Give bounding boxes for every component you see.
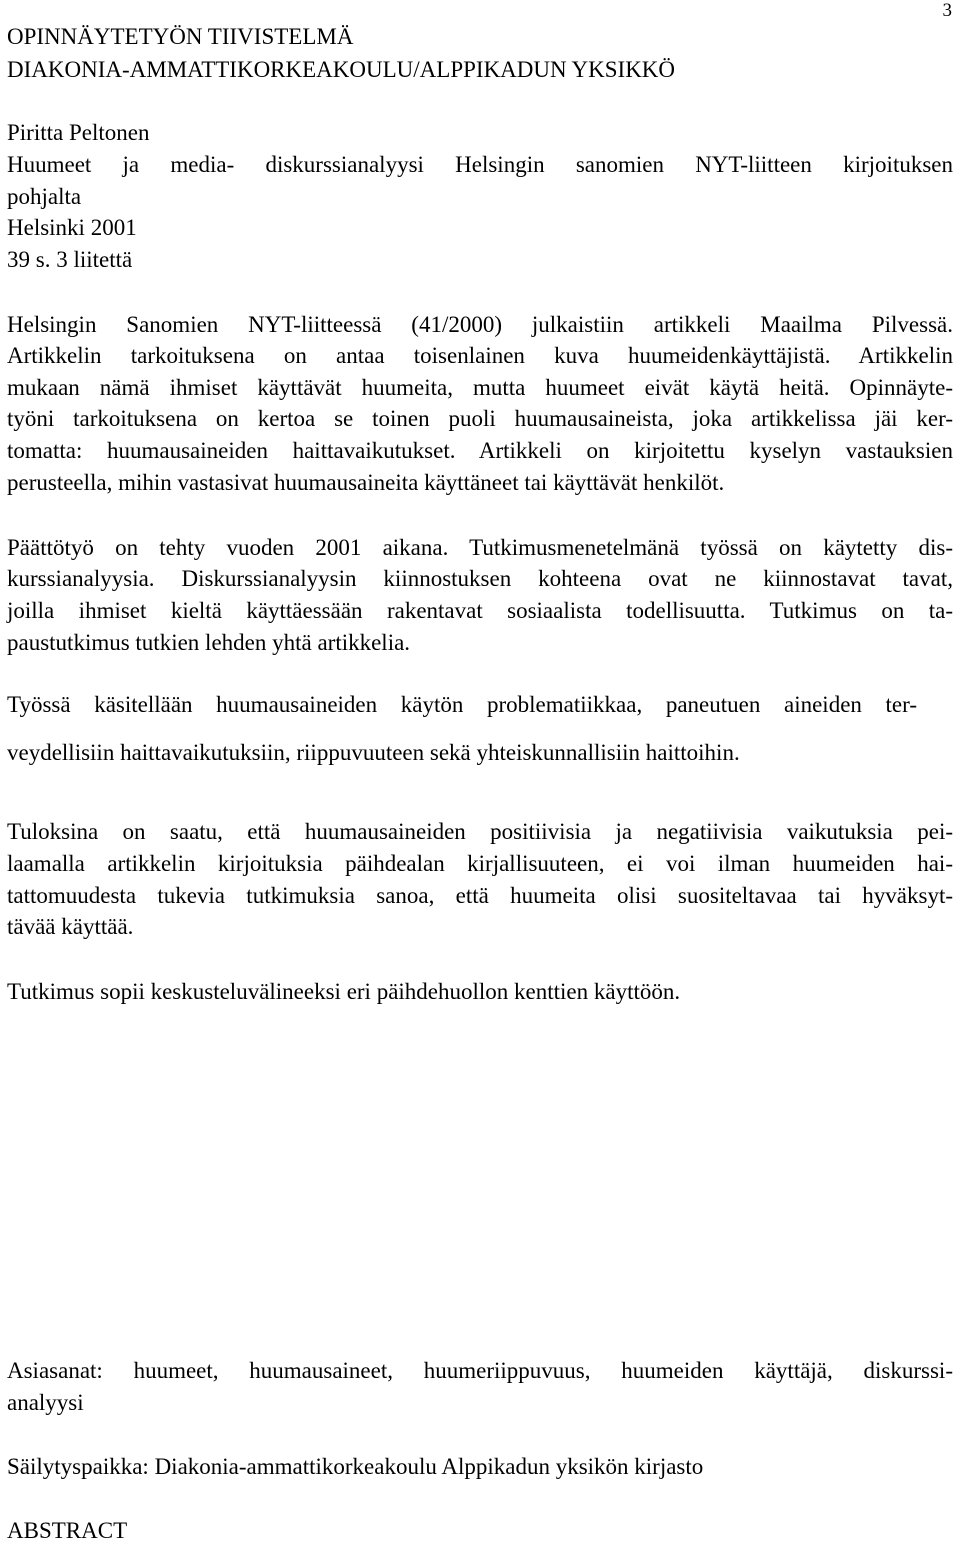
- paragraph-line: työni tarkoituksena on kertoa se toinen puoli huumausaineista, joka artikkelissa jäi ker-: [7, 406, 953, 431]
- paragraph-line: veydellisiin haittavaikutuksiin, riippuvuuteen sekä yhteiskunnallisiin haittoihin.: [7, 740, 740, 765]
- paragraph-line: Päättötyö on tehty vuoden 2001 aikana. Tutkimusmenetelmänä työssä on käytetty dis-: [7, 535, 953, 560]
- paragraph-line: perusteella, mihin vastasivat huumausaineita käyttäneet tai käyttävät henkilöt.: [7, 470, 725, 495]
- paragraph-line: tomatta: huumausaineiden haittavaikutukset. Artikkeli on kirjoitettu kyselyn vastauksien: [7, 438, 953, 463]
- paragraph-line: Artikkelin tarkoituksena on antaa toisenlainen kuva huumeidenkäyttäjistä. Artikkelin: [7, 343, 953, 368]
- keywords-line-1: Asiasanat: huumeet, huumausaineet, huumeriippuvuus, huumeiden käyttäjä, diskurssi-: [7, 1358, 953, 1383]
- paragraph-line: tattomuudesta tukevia tutkimuksia sanoa, että huumeita olisi suositeltavaa tai hyväksyt-: [7, 883, 953, 908]
- document-title: OPINNÄYTETYÖN TIIVISTELMÄ: [7, 24, 354, 49]
- storage-location: Säilytyspaikka: Diakonia-ammattikorkeakoulu Alppikadun yksikön kirjasto: [7, 1454, 704, 1479]
- paragraph-line: Tutkimus sopii keskusteluvälineeksi eri päihdehuollon kenttien käyttöön.: [7, 979, 681, 1004]
- page-number: 3: [942, 0, 952, 21]
- keywords-line-2: analyysi: [7, 1390, 84, 1415]
- author-name: Piritta Peltonen: [7, 120, 150, 145]
- paragraph-line: Tuloksina on saatu, että huumausaineiden positiivisia ja negatiivisia vaikutuksia pei-: [7, 819, 953, 844]
- paragraph-line: paustutkimus tutkien lehden yhtä artikkelia.: [7, 630, 411, 655]
- abstract-heading: ABSTRACT: [7, 1518, 128, 1543]
- page-count: 39 s. 3 liitettä: [7, 247, 133, 272]
- paragraph-line: Työssä käsitellään huumausaineiden käytön problematiikkaa, paneutuen aineiden ter-: [7, 692, 917, 717]
- paragraph-line: joilla ihmiset kieltä käyttäessään rakentavat sosiaalista todellisuutta. Tutkimus on ta-: [7, 598, 953, 623]
- paragraph-line: kurssianalyysia. Diskurssianalyysin kiinnostuksen kohteena ovat ne kiinnostavat tavat,: [7, 566, 953, 591]
- institution-name: DIAKONIA-AMMATTIKORKEAKOULU/ALPPIKADUN YKSIKKÖ: [7, 57, 676, 82]
- thesis-title-line-1: Huumeet ja media- diskurssianalyysi Helsingin sanomien NYT-liitteen kirjoituksen: [7, 152, 953, 177]
- paragraph-line: mukaan nämä ihmiset käyttävät huumeita, mutta huumeet eivät käytä heitä. Opinnäyte-: [7, 375, 953, 400]
- thesis-title-line-2: pohjalta: [7, 184, 82, 209]
- paragraph-line: tävää käyttää.: [7, 914, 134, 939]
- paragraph-line: Helsingin Sanomien NYT-liitteessä (41/2000) julkaistiin artikkeli Maailma Pilvessä.: [7, 312, 953, 337]
- paragraph-line: laamalla artikkelin kirjoituksia päihdealan kirjallisuuteen, ei voi ilman huumeiden hai-: [7, 851, 953, 876]
- place-year: Helsinki 2001: [7, 215, 137, 240]
